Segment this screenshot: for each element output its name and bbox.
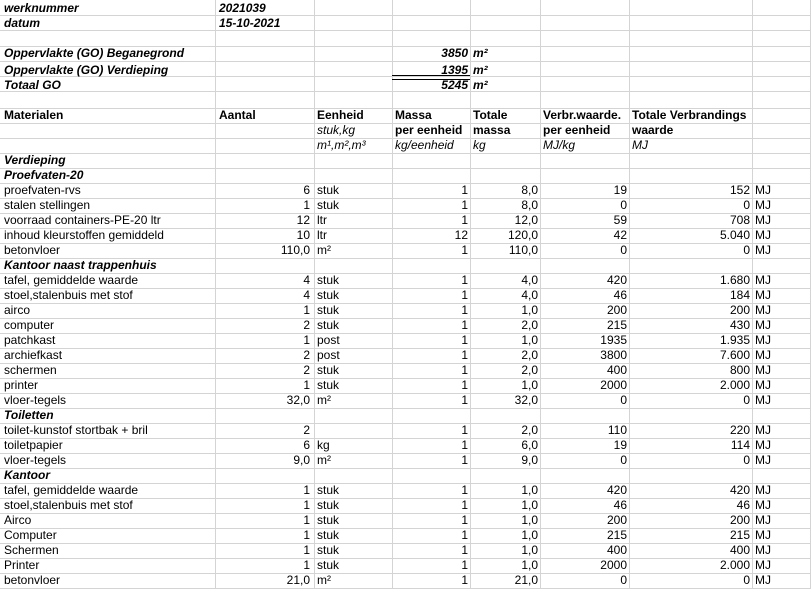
cell-totale-massa[interactable]: 8,0 [521, 183, 538, 197]
cell-totale-massa[interactable]: 1,0 [521, 498, 538, 512]
cell-aantal[interactable]: 1 [303, 303, 310, 317]
cell-name[interactable]: toilet-kunstof stortbak + bril [4, 423, 148, 437]
cell-totale-massa[interactable]: 2,0 [521, 363, 538, 377]
cell-massa[interactable]: 1 [461, 513, 468, 527]
col-sub-verbr[interactable]: per eenheid [543, 123, 611, 137]
summary-unit-verdieping[interactable]: m² [473, 63, 488, 77]
cell-unit[interactable]: MJ [755, 333, 771, 347]
cell-aantal[interactable]: 12 [296, 213, 310, 227]
cell-eenheid[interactable]: m² [317, 393, 331, 407]
cell-verbr[interactable]: 0 [620, 393, 627, 407]
cell-totaal[interactable]: 1.680 [719, 273, 750, 287]
cell-verbr[interactable]: 0 [620, 453, 627, 467]
cell-totale-massa[interactable]: 1,0 [521, 333, 538, 347]
col-sub-eenheid[interactable]: stuk,kg [317, 123, 356, 137]
cell-unit[interactable]: MJ [755, 453, 771, 467]
cell-aantal[interactable]: 6 [303, 438, 310, 452]
cell-aantal[interactable]: 1 [303, 513, 310, 527]
grid-column-line [314, 0, 315, 588]
cell-totale-massa[interactable]: 2,0 [521, 423, 538, 437]
cell-totale-massa[interactable]: 1,0 [521, 378, 538, 392]
cell-unit[interactable]: MJ [755, 438, 771, 452]
cell-totaal[interactable]: 800 [729, 363, 750, 377]
summary-label-totaal[interactable]: Totaal GO [4, 78, 61, 92]
cell-totaal[interactable]: 2.000 [719, 378, 750, 392]
grid-row-line [0, 153, 811, 154]
col-header-eenheid[interactable]: Eenheid [317, 108, 364, 122]
cell-verbr[interactable]: 2000 [600, 558, 627, 572]
cell-massa[interactable]: 1 [461, 393, 468, 407]
cell-aantal[interactable]: 1 [303, 333, 310, 347]
cell-eenheid[interactable]: stuk [317, 198, 340, 212]
cell-massa[interactable]: 1 [461, 213, 468, 227]
cell-verbr[interactable]: 42 [613, 228, 627, 242]
cell-aantal[interactable]: 2 [303, 318, 310, 332]
cell-eenheid[interactable]: stuk [317, 498, 340, 512]
cell-totaal[interactable]: 0 [743, 453, 750, 467]
grid-row-line [0, 15, 811, 16]
cell-eenheid[interactable]: stuk [317, 378, 340, 392]
cell-totaal[interactable]: 400 [729, 543, 750, 557]
cell-totale-massa[interactable]: 6,0 [521, 438, 538, 452]
cell-eenheid[interactable]: kg [317, 438, 330, 452]
group-heading[interactable]: Proefvaten-20 [4, 168, 84, 182]
cell-massa[interactable]: 1 [461, 318, 468, 332]
cell-totaal[interactable]: 0 [743, 243, 750, 257]
cell-massa[interactable]: 1 [461, 528, 468, 542]
cell-name[interactable]: betonvloer [4, 243, 61, 257]
cell-verbr[interactable]: 0 [620, 198, 627, 212]
cell-totaal[interactable]: 0 [743, 393, 750, 407]
cell-name[interactable]: stoel,stalenbuis met stof [4, 498, 133, 512]
cell-eenheid[interactable]: stuk [317, 363, 340, 377]
cell-name[interactable]: stalen stellingen [4, 198, 91, 212]
cell-verbr[interactable]: 0 [620, 243, 627, 257]
cell-massa[interactable]: 1 [461, 198, 468, 212]
cell-unit[interactable]: MJ [755, 348, 771, 362]
cell-aantal[interactable]: 10 [296, 228, 310, 242]
cell-verbr[interactable]: 110 [607, 423, 627, 437]
cell-massa[interactable]: 1 [461, 333, 468, 347]
grid-column-line [752, 0, 753, 588]
cell-eenheid[interactable]: stuk [317, 513, 340, 527]
werknummer-value[interactable]: 2021039 [219, 1, 266, 15]
cell-eenheid[interactable]: post [317, 348, 340, 362]
cell-name[interactable]: Printer [4, 558, 40, 572]
cell-totale-massa[interactable]: 2,0 [521, 318, 538, 332]
cell-aantal[interactable]: 1 [303, 498, 310, 512]
cell-aantal[interactable]: 1 [303, 483, 310, 497]
cell-totaal[interactable]: 46 [736, 498, 750, 512]
cell-verbr[interactable]: 59 [613, 213, 627, 227]
cell-totale-massa[interactable]: 9,0 [521, 453, 538, 467]
group-heading[interactable]: Kantoor [4, 468, 50, 482]
cell-eenheid[interactable]: stuk [317, 303, 340, 317]
cell-name[interactable]: vloer-tegels [4, 453, 67, 467]
cell-totaal[interactable]: 184 [729, 288, 750, 302]
cell-massa[interactable]: 1 [461, 423, 468, 437]
cell-eenheid[interactable]: stuk [317, 483, 340, 497]
datum-value[interactable]: 15-10-2021 [219, 16, 281, 30]
cell-totale-massa[interactable]: 32,0 [514, 393, 538, 407]
cell-massa[interactable]: 1 [461, 363, 468, 377]
cell-verbr[interactable]: 215 [606, 528, 627, 542]
cell-totaal[interactable]: 114 [730, 438, 750, 452]
cell-massa[interactable]: 1 [461, 273, 468, 287]
cell-totaal[interactable]: 0 [743, 573, 750, 587]
cell-eenheid[interactable]: stuk [317, 183, 340, 197]
summary-value-beganegrond[interactable]: 3850 [441, 46, 468, 60]
cell-totaal[interactable]: 200 [729, 303, 750, 317]
grid-row-line [0, 468, 811, 469]
cell-unit[interactable]: MJ [755, 528, 771, 542]
col-unit-eenheid[interactable]: m¹,m²,m³ [317, 138, 366, 152]
cell-totaal[interactable]: 708 [729, 213, 750, 227]
cell-unit[interactable]: MJ [755, 483, 771, 497]
cell-totale-massa[interactable]: 1,0 [521, 528, 538, 542]
grid-column-line [540, 0, 541, 588]
cell-aantal[interactable]: 9,0 [293, 453, 310, 467]
cell-aantal[interactable]: 2 [303, 423, 310, 437]
cell-massa[interactable]: 1 [461, 453, 468, 467]
col-header-totale-verbranding[interactable]: Totale Verbrandings [632, 108, 747, 122]
cell-massa[interactable]: 1 [461, 378, 468, 392]
grid-row-line [0, 168, 811, 169]
cell-verbr[interactable]: 2000 [600, 378, 627, 392]
cell-eenheid[interactable]: stuk [317, 273, 340, 287]
summary-value-totaal[interactable]: 5245 [441, 78, 468, 92]
cell-aantal[interactable]: 4 [303, 273, 310, 287]
cell-eenheid[interactable]: stuk [317, 288, 340, 302]
cell-massa[interactable]: 1 [461, 303, 468, 317]
col-header-massa[interactable]: Massa [395, 108, 432, 122]
cell-verbr[interactable]: 46 [613, 288, 627, 302]
cell-unit[interactable]: MJ [755, 393, 771, 407]
cell-totale-massa[interactable]: 21,0 [514, 573, 538, 587]
cell-totale-massa[interactable]: 12,0 [514, 213, 538, 227]
cell-eenheid[interactable]: m² [317, 453, 331, 467]
cell-totale-massa[interactable]: 4,0 [521, 288, 538, 302]
cell-unit[interactable]: MJ [755, 573, 771, 587]
cell-massa[interactable]: 1 [461, 558, 468, 572]
summary-value-verdieping[interactable]: 1395 [441, 63, 468, 77]
cell-unit[interactable]: MJ [755, 183, 771, 197]
col-header-aantal[interactable]: Aantal [219, 108, 256, 122]
cell-totaal[interactable]: 2.000 [719, 558, 750, 572]
cell-unit[interactable]: MJ [755, 198, 771, 212]
cell-eenheid[interactable]: stuk [317, 318, 340, 332]
cell-eenheid[interactable]: stuk [317, 528, 340, 542]
datum-label[interactable]: datum [4, 16, 40, 30]
cell-aantal[interactable]: 1 [303, 543, 310, 557]
cell-totaal[interactable]: 1.935 [719, 333, 750, 347]
cell-totaal[interactable]: 5.040 [719, 228, 750, 242]
cell-verbr[interactable]: 420 [606, 483, 627, 497]
group-heading[interactable]: Kantoor naast trappenhuis [4, 258, 157, 272]
col-unit-totale[interactable]: kg [473, 138, 486, 152]
cell-totaal[interactable]: 200 [729, 513, 750, 527]
cell-massa[interactable]: 1 [461, 348, 468, 362]
cell-aantal[interactable]: 21,0 [286, 573, 310, 587]
cell-totale-massa[interactable]: 8,0 [521, 198, 538, 212]
cell-aantal[interactable]: 6 [303, 183, 310, 197]
cell-name[interactable]: stoel,stalenbuis met stof [4, 288, 133, 302]
cell-unit[interactable]: MJ [755, 558, 771, 572]
cell-aantal[interactable]: 2 [303, 363, 310, 377]
summary-label-verdieping[interactable]: Oppervlakte (GO) Verdieping [4, 63, 169, 77]
cell-unit[interactable]: MJ [755, 423, 771, 437]
cell-name[interactable]: inhoud kleurstoffen gemiddeld [4, 228, 164, 242]
cell-aantal[interactable]: 32,0 [286, 393, 310, 407]
cell-eenheid[interactable]: ltr [317, 213, 327, 227]
col-sub-totale[interactable]: massa [473, 123, 511, 137]
cell-aantal[interactable]: 1 [303, 198, 310, 212]
cell-unit[interactable]: MJ [755, 363, 771, 377]
cell-totale-massa[interactable]: 1,0 [521, 513, 538, 527]
cell-unit[interactable]: MJ [755, 243, 771, 257]
cell-totaal[interactable]: 420 [729, 483, 750, 497]
cell-name[interactable]: airco [4, 303, 31, 317]
col-unit-massa[interactable]: kg/eenheid [395, 138, 454, 152]
cell-aantal[interactable]: 1 [303, 558, 310, 572]
cell-verbr[interactable]: 200 [606, 303, 627, 317]
col-header-verbr[interactable]: Verbr.waarde. [543, 108, 622, 122]
cell-totale-massa[interactable]: 2,0 [521, 348, 538, 362]
summary-label-beganegrond[interactable]: Oppervlakte (GO) Beganegrond [4, 46, 185, 60]
cell-name[interactable]: voorraad containers-PE-20 ltr [4, 213, 161, 227]
cell-totaal[interactable]: 430 [729, 318, 750, 332]
group-heading[interactable]: Toiletten [4, 408, 54, 422]
cell-unit[interactable]: MJ [755, 543, 771, 557]
col-unit-totale-verbranding[interactable]: MJ [632, 138, 648, 152]
cell-aantal[interactable]: 2 [303, 348, 310, 362]
cell-unit[interactable]: MJ [755, 498, 771, 512]
grid-column-line [215, 0, 216, 588]
cell-verbr[interactable]: 19 [613, 183, 627, 197]
cell-totale-massa[interactable]: 1,0 [521, 543, 538, 557]
cell-totale-massa[interactable]: 1,0 [521, 303, 538, 317]
cell-verbr[interactable]: 420 [606, 273, 627, 287]
cell-name[interactable]: vloer-tegels [4, 393, 67, 407]
col-header-materialen[interactable]: Materialen [4, 108, 64, 122]
cell-totale-massa[interactable]: 4,0 [521, 273, 538, 287]
cell-name[interactable]: computer [4, 318, 55, 332]
grid-column-line [470, 0, 471, 588]
werknummer-label[interactable]: werknummer [4, 1, 79, 15]
cell-name[interactable]: patchkast [4, 333, 56, 347]
cell-name[interactable]: tafel, gemiddelde waarde [4, 273, 139, 287]
cell-totale-massa[interactable]: 120,0 [507, 228, 538, 242]
cell-massa[interactable]: 1 [461, 438, 468, 452]
cell-verbr[interactable]: 400 [606, 363, 627, 377]
summary-unit-totaal[interactable]: m² [473, 78, 488, 92]
cell-name[interactable]: Schermen [4, 543, 59, 557]
summary-unit-beganegrond[interactable]: m² [473, 46, 488, 60]
cell-aantal[interactable]: 4 [303, 288, 310, 302]
cell-massa[interactable]: 1 [461, 543, 468, 557]
cell-massa[interactable]: 1 [461, 483, 468, 497]
col-sub-totale-verbranding[interactable]: waarde [632, 123, 674, 137]
cell-totale-massa[interactable]: 110,0 [508, 243, 538, 257]
cell-totale-massa[interactable]: 1,0 [521, 483, 538, 497]
cell-eenheid[interactable]: ltr [317, 228, 327, 242]
cell-verbr[interactable]: 1935 [600, 333, 627, 347]
cell-verbr[interactable]: 400 [606, 543, 627, 557]
cell-verbr[interactable]: 3800 [600, 348, 627, 362]
cell-massa[interactable]: 1 [461, 498, 468, 512]
cell-aantal[interactable]: 110,0 [280, 243, 310, 257]
cell-eenheid[interactable]: stuk [317, 543, 340, 557]
cell-unit[interactable]: MJ [755, 213, 771, 227]
cell-name[interactable]: Airco [4, 513, 32, 527]
cell-verbr[interactable]: 200 [606, 513, 627, 527]
cell-name[interactable]: betonvloer [4, 573, 61, 587]
grid-row-line [0, 30, 811, 31]
col-unit-verbr[interactable]: MJ/kg [543, 138, 576, 152]
cell-name[interactable]: printer [4, 378, 39, 392]
cell-unit[interactable]: MJ [755, 513, 771, 527]
cell-name[interactable]: tafel, gemiddelde waarde [4, 483, 139, 497]
grid-row-line [0, 408, 811, 409]
grid-column-line [629, 0, 630, 588]
cell-massa[interactable]: 1 [461, 183, 468, 197]
cell-unit[interactable]: MJ [755, 303, 771, 317]
cell-totaal[interactable]: 7.600 [719, 348, 750, 362]
cell-unit[interactable]: MJ [755, 318, 771, 332]
cell-massa[interactable]: 1 [461, 573, 468, 587]
cell-totaal[interactable]: 0 [743, 198, 750, 212]
cell-unit[interactable]: MJ [755, 273, 771, 287]
cell-verbr[interactable]: 0 [620, 573, 627, 587]
cell-eenheid[interactable]: stuk [317, 558, 340, 572]
cell-verbr[interactable]: 46 [613, 498, 627, 512]
cell-eenheid[interactable]: post [317, 333, 340, 347]
cell-totaal[interactable]: 152 [729, 183, 750, 197]
cell-verbr[interactable]: 19 [613, 438, 627, 452]
grid-row-line [0, 61, 811, 62]
cell-massa[interactable]: 1 [461, 288, 468, 302]
cell-name[interactable]: archiefkast [4, 348, 63, 362]
cell-unit[interactable]: MJ [755, 228, 771, 242]
cell-eenheid[interactable]: m² [317, 573, 331, 587]
col-header-totale[interactable]: Totale [473, 108, 508, 122]
cell-eenheid[interactable]: m² [317, 243, 331, 257]
cell-verbr[interactable]: 215 [606, 318, 627, 332]
cell-massa[interactable]: 12 [454, 228, 468, 242]
cell-unit[interactable]: MJ [755, 378, 771, 392]
cell-massa[interactable]: 1 [461, 243, 468, 257]
cell-aantal[interactable]: 1 [303, 378, 310, 392]
cell-totaal[interactable]: 220 [729, 423, 750, 437]
cell-name[interactable]: toiletpapier [4, 438, 63, 452]
cell-totale-massa[interactable]: 1,0 [521, 558, 538, 572]
cell-name[interactable]: schermen [4, 363, 57, 377]
cell-unit[interactable]: MJ [755, 288, 771, 302]
cell-aantal[interactable]: 1 [303, 528, 310, 542]
cell-name[interactable]: proefvaten-rvs [4, 183, 81, 197]
cell-name[interactable]: Computer [4, 528, 57, 542]
cell-totaal[interactable]: 215 [729, 528, 750, 542]
section-heading[interactable]: Verdieping [4, 153, 66, 167]
col-sub-massa[interactable]: per eenheid [395, 123, 463, 137]
